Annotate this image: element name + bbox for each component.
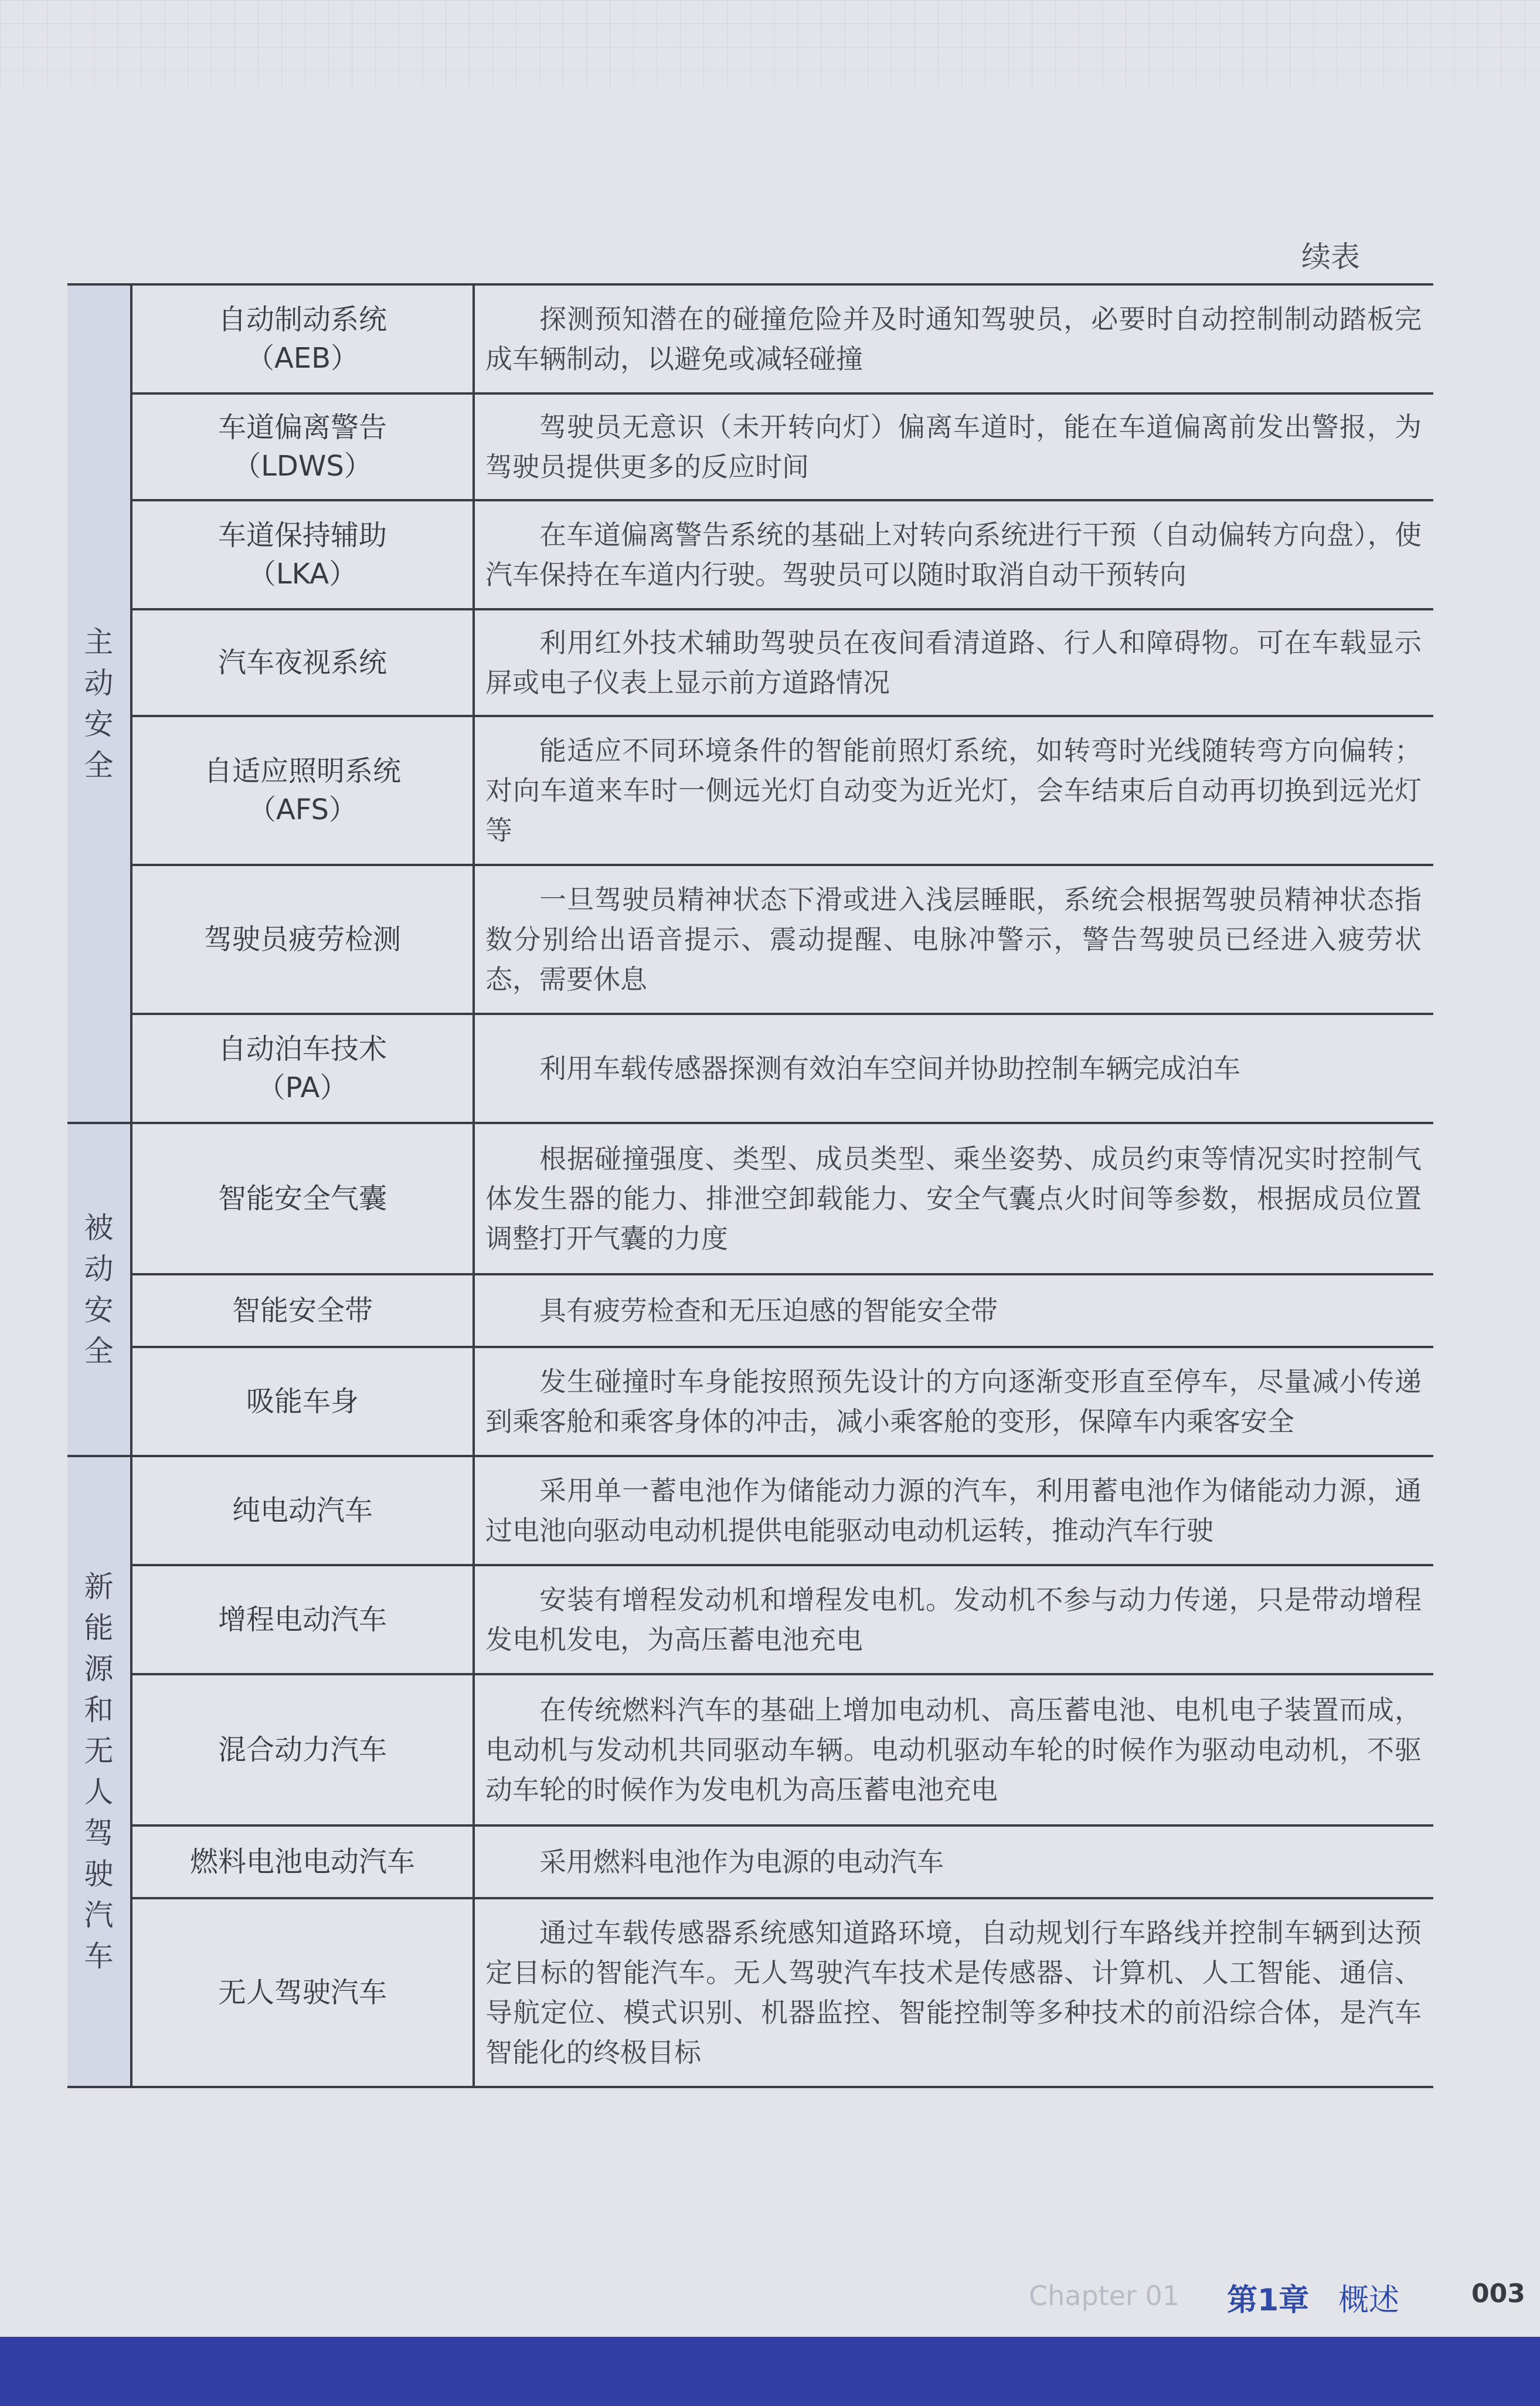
table-row — [67, 716, 1433, 865]
table-row — [67, 1456, 1433, 1565]
table-row — [67, 1565, 1433, 1674]
description-cell: 利用红外技术辅助驾驶员在夜间看清道路、行人和障碍物。可在车载显示屏或电子仪表上显示前方道路情况 — [474, 609, 1433, 716]
table-row — [67, 1674, 1433, 1825]
item-cell — [131, 1898, 474, 2087]
chapter-title: 概述 — [1338, 2283, 1400, 2318]
item-abbr: （AEB） — [246, 342, 359, 375]
item-abbr: （LDWS） — [233, 450, 372, 483]
item-name: 增程电动汽车 — [217, 1603, 387, 1636]
description-cell: 通过车载传感器系统感知道路环境，自动规划行车路线并控制车辆到达预定目标的智能汽车。无人驾驶汽车技术是传感器、计算机、人工智能、通信、导航定位、模式识别、机器监控、智能控制等多种技术的前沿综合体，是汽车智能化的终极目标 — [474, 1898, 1433, 2087]
item-name: 自动制动系统 — [217, 303, 387, 336]
description-cell: 采用燃料电池作为电源的电动汽车 — [474, 1825, 1433, 1898]
item-cell — [131, 1456, 474, 1565]
item-name: 无人驾驶汽车 — [217, 1976, 387, 2009]
item-name: 汽车夜视系统 — [217, 646, 387, 679]
category-label: 新能源和无人驾驶汽车 — [84, 1570, 114, 1973]
description-cell: 安装有增程发动机和增程发电机。发动机不参与动力传递，只是带动增程发电机发电，为高压蓄电池充电 — [474, 1565, 1433, 1674]
table-row — [67, 1825, 1433, 1898]
category-cell — [67, 1456, 131, 2087]
item-cell — [131, 1014, 474, 1123]
bottom-color-bar — [0, 2337, 1540, 2406]
table-row — [67, 1347, 1433, 1456]
table-row — [67, 393, 1433, 500]
page-number: 003 — [1471, 2279, 1525, 2309]
item-cell — [131, 609, 474, 716]
table-row — [67, 500, 1433, 609]
item-cell — [131, 716, 474, 865]
item-cell — [131, 1274, 474, 1347]
safety-table — [67, 283, 1433, 2088]
category-cell — [67, 1123, 131, 1456]
description-cell: 采用单一蓄电池作为储能动力源的汽车，利用蓄电池作为储能动力源，通过电池向驱动电动机提供电能驱动电动机运转，推动汽车行驶 — [474, 1456, 1433, 1565]
chapter-label-en: Chapter 01 — [1029, 2280, 1180, 2312]
table-row — [67, 1274, 1433, 1347]
description-cell: 利用车载传感器探测有效泊车空间并协助控制车辆完成泊车 — [474, 1014, 1433, 1123]
description-cell: 驾驶员无意识（未开转向灯）偏离车道时，能在车道偏离前发出警报，为驾驶员提供更多的反应时间 — [474, 393, 1433, 500]
item-name: 车道保持辅助 — [217, 519, 387, 552]
table-row — [67, 609, 1433, 716]
page-footer — [0, 2275, 1540, 2316]
item-cell — [131, 500, 474, 609]
graph-paper-strip — [0, 0, 1540, 88]
description-cell: 能适应不同环境条件的智能前照灯系统，如转弯时光线随转弯方向偏转；对向车道来车时一侧远光灯自动变为近光灯，会车结束后自动再切换到远光灯等 — [474, 716, 1433, 865]
description-cell: 探测预知潜在的碰撞危险并及时通知驾驶员，必要时自动控制制动踏板完成车辆制动，以避免或减轻碰撞 — [474, 284, 1433, 393]
category-cell — [67, 284, 131, 1123]
item-cell — [131, 1347, 474, 1456]
item-cell — [131, 393, 474, 500]
item-name: 驾驶员疲劳检测 — [203, 923, 401, 956]
table-row — [67, 1123, 1433, 1274]
category-label: 主动安全 — [84, 625, 114, 782]
item-name: 纯电动汽车 — [232, 1494, 373, 1527]
item-cell — [131, 1674, 474, 1825]
item-name: 智能安全带 — [232, 1294, 373, 1327]
continued-label: 续表 — [1301, 240, 1360, 274]
chapter-number: 第1章 — [1227, 2283, 1310, 2318]
item-abbr: （AFS） — [247, 793, 358, 826]
description-cell: 在传统燃料汽车的基础上增加电动机、高压蓄电池、电机电子装置而成，电动机与发动机共同驱动车辆。电动机驱动车轮的时候作为驱动电动机，不驱动车轮的时候作为发电机为高压蓄电池充电 — [474, 1674, 1433, 1825]
description-cell: 一旦驾驶员精神状态下滑或进入浅层睡眠，系统会根据驾驶员精神状态指数分别给出语音提示、震动提醒、电脉冲警示，警告驾驶员已经进入疲劳状态，需要休息 — [474, 865, 1433, 1014]
description-cell: 在车道偏离警告系统的基础上对转向系统进行干预（自动偏转方向盘），使汽车保持在车道内行驶。驾驶员可以随时取消自动干预转向 — [474, 500, 1433, 609]
item-abbr: （LKA） — [247, 558, 358, 591]
item-cell — [131, 1825, 474, 1898]
item-cell — [131, 865, 474, 1014]
item-name: 燃料电池电动汽车 — [189, 1845, 415, 1878]
item-name: 自适应照明系统 — [203, 755, 401, 788]
item-abbr: （PA） — [257, 1071, 348, 1104]
table-row — [67, 1014, 1433, 1123]
item-cell — [131, 1123, 474, 1274]
description-cell: 发生碰撞时车身能按照预先设计的方向逐渐变形直至停车，尽量减小传递到乘客舱和乘客身体的冲击，减小乘客舱的变形，保障车内乘客安全 — [474, 1347, 1433, 1456]
item-name: 吸能车身 — [246, 1385, 359, 1418]
table-row — [67, 284, 1433, 393]
item-name: 智能安全气囊 — [217, 1182, 387, 1215]
description-cell: 根据碰撞强度、类型、成员类型、乘坐姿势、成员约束等情况实时控制气体发生器的能力、排泄空卸载能力、安全气囊点火时间等参数，根据成员位置调整打开气囊的力度 — [474, 1123, 1433, 1274]
item-cell — [131, 284, 474, 393]
table-row — [67, 865, 1433, 1014]
item-name: 自动泊车技术 — [217, 1033, 387, 1065]
table-row — [67, 1898, 1433, 2087]
description-cell: 具有疲劳检查和无压迫感的智能安全带 — [474, 1274, 1433, 1347]
item-name: 车道偏离警告 — [217, 411, 387, 444]
item-cell — [131, 1565, 474, 1674]
item-name: 混合动力汽车 — [217, 1733, 387, 1766]
category-label: 被动安全 — [84, 1211, 114, 1368]
